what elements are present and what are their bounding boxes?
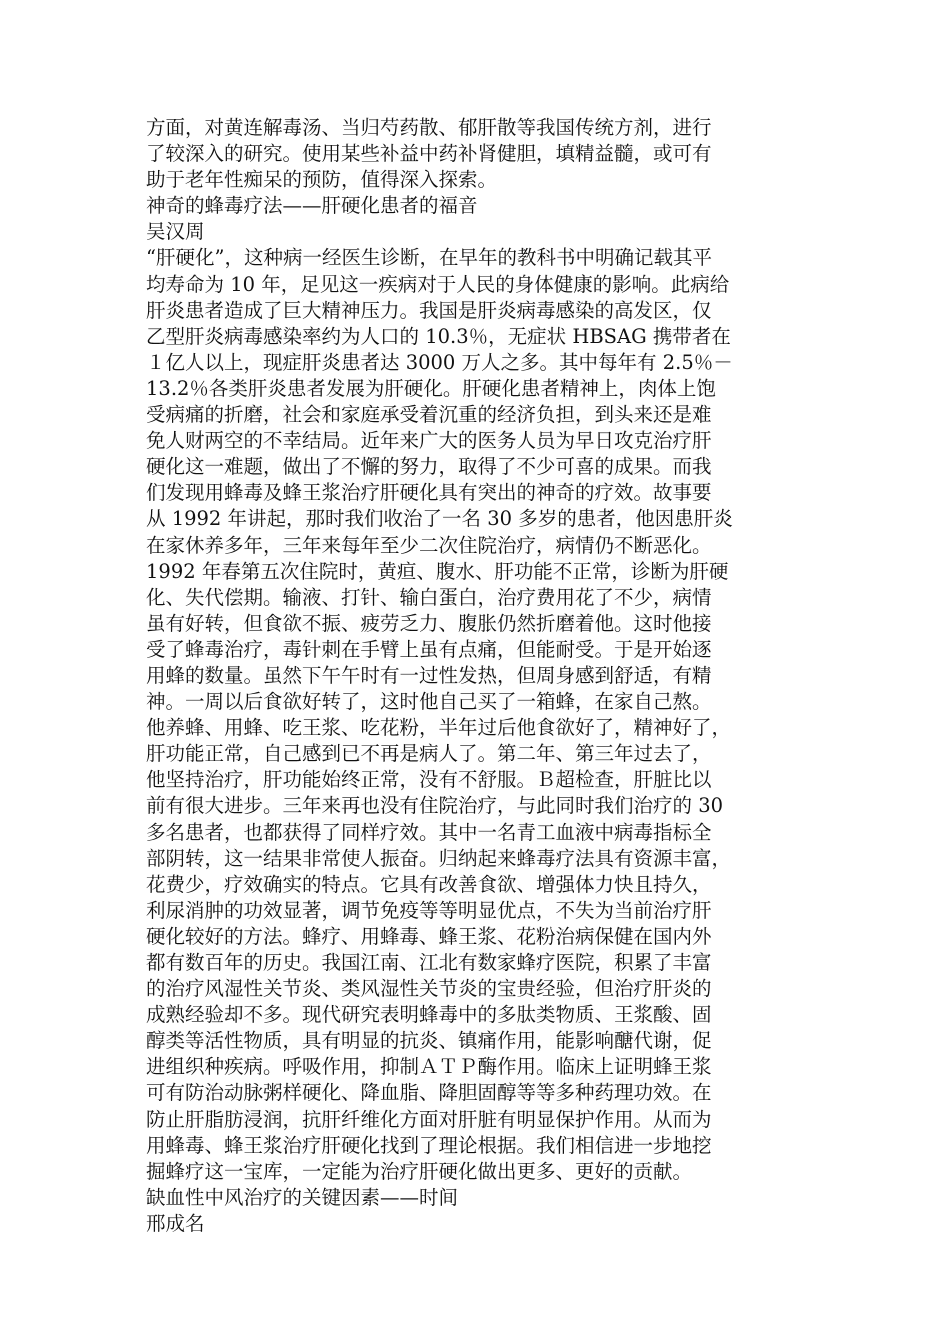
text-line: 虽有好转，但食欲不振、疲劳乏力、腹胀仍然折磨着他。这时他接 (146, 611, 712, 635)
text-line: 醇类等活性物质，具有明显的抗炎、镇痛作用，能影响醣代谢，促 (146, 1029, 712, 1053)
article-author: 吴汉周 (146, 220, 205, 244)
text-line: 13.2％各类肝炎患者发展为肝硬化。肝硬化患者精神上，肉体上饱 (146, 376, 716, 400)
text-line: 可有防治动脉粥样硬化、降血脂、降胆固醇等等多种药理功效。在 (146, 1081, 712, 1105)
text-line: 化、失代偿期。输液、打针、输白蛋白，治疗费用花了不少，病情 (146, 585, 712, 609)
text-line: 均寿命为 10 年，足见这一疾病对于人民的身体健康的影响。此病给 (146, 272, 730, 296)
text-line: 防止肝脂肪浸润，抗肝纤维化方面对肝脏有明显保护作用。从而为 (146, 1107, 712, 1131)
text-line: 的治疗风湿性关节炎、类风湿性关节炎的宝贵经验，但治疗肝炎的 (146, 977, 712, 1001)
next-article-title: 缺血性中风治疗的关键因素——时间 (146, 1185, 459, 1209)
text-line: 受病痛的折磨，社会和家庭承受着沉重的经济负担，到头来还是难 (146, 403, 712, 427)
text-line: 神。一周以后食欲好转了，这时他自己买了一箱蜂，在家自己熬。 (146, 690, 712, 714)
text-line: 免人财两空的不幸结局。近年来广大的医务人员为早日攻克治疗肝 (146, 429, 712, 453)
text-line: 都有数百年的历史。我国江南、江北有数家蜂疗医院，积累了丰富 (146, 951, 712, 974)
text-line: 用蜂的数量。虽然下午午时有一过性发热，但周身感到舒适，有精 (146, 663, 712, 687)
next-article-author: 邢成名 (146, 1211, 205, 1235)
text-line: １亿人以上，现症肝炎患者达 3000 万人之多。其中每年有 2.5％－ (146, 350, 733, 374)
text-line: 他坚持治疗，肝功能始终正常，没有不舒服。Ｂ超检查，肝脏比以 (146, 768, 712, 792)
text-line: 助于老年性痴呆的预防，值得深入探索。 (146, 168, 498, 192)
text-line: 前有很大进步。三年来再也没有住院治疗，与此同时我们治疗的 30 (146, 794, 724, 818)
text-line: 他养蜂、用蜂、吃王浆、吃花粉，半年过后他食欲好了，精神好了， (146, 716, 732, 740)
text-line: 利尿消肿的功效显著，调节免疫等等明显优点，不失为当前治疗肝 (146, 898, 712, 922)
text-line: 方面，对黄连解毒汤、当归芍药散、郁肝散等我国传统方剂，进行 (146, 116, 712, 139)
text-line: 乙型肝炎病毒感染率约为人口的 10.3％，无症状 HBSAG 携带者在 (146, 324, 731, 348)
text-line: 掘蜂疗这一宝库，一定能为治疗肝硬化做出更多、更好的贡献。 (146, 1159, 693, 1183)
text-line: 受了蜂毒治疗，毒针刺在手臂上虽有点痛，但能耐受。于是开始逐 (146, 637, 712, 661)
text-line: 肝功能正常，自己感到已不再是病人了。第二年、第三年过去了， (146, 742, 712, 766)
text-line: 从 1992 年讲起，那时我们收治了一名 30 多岁的患者，他因患肝炎 (146, 507, 733, 531)
document-page (146, 115, 836, 1237)
text-line: 花费少，疗效确实的特点。它具有改善食欲、增强体力快且持久， (146, 872, 712, 896)
text-line: 部阴转，这一结果非常使人振奋。归纳起来蜂毒疗法具有资源丰富， (146, 846, 732, 870)
text-line: “肝硬化”，这种病一经医生诊断，在早年的教科书中明确记载其平 (146, 246, 712, 270)
article-title: 神奇的蜂毒疗法——肝硬化患者的福音 (146, 194, 478, 218)
text-line: 了较深入的研究。使用某些补益中药补肾健胆，填精益髓，或可有 (146, 142, 712, 166)
text-line: 用蜂毒、蜂王浆治疗肝硬化找到了理论根据。我们相信进一步地挖 (146, 1133, 712, 1157)
text-line: 在家休养多年，三年来每年至少二次住院治疗，病情仍不断恶化。 (146, 533, 712, 557)
text-line: 成熟经验却不多。现代研究表明蜂毒中的多肽类物质、王浆酸、固 (146, 1003, 712, 1027)
text-line: 多名患者，也都获得了同样疗效。其中一名青工血液中病毒指标全 (146, 820, 712, 844)
text-line: 1992 年春第五次住院时，黄疸、腹水、肝功能不正常，诊断为肝硬 (146, 559, 729, 583)
text-line: 硬化较好的方法。蜂疗、用蜂毒、蜂王浆、花粉治病保健在国内外 (146, 924, 712, 948)
text-line: 肝炎患者造成了巨大精神压力。我国是肝炎病毒感染的高发区，仅 (146, 298, 712, 322)
text-line: 们发现用蜂毒及蜂王浆治疗肝硬化具有突出的神奇的疗效。故事要 (146, 481, 712, 505)
text-line: 进组织种疾病。呼吸作用，抑制ＡＴＰ酶作用。临床上证明蜂王浆 (146, 1055, 712, 1079)
text-line: 硬化这一难题，做出了不懈的努力，取得了不少可喜的成果。而我 (146, 455, 712, 479)
